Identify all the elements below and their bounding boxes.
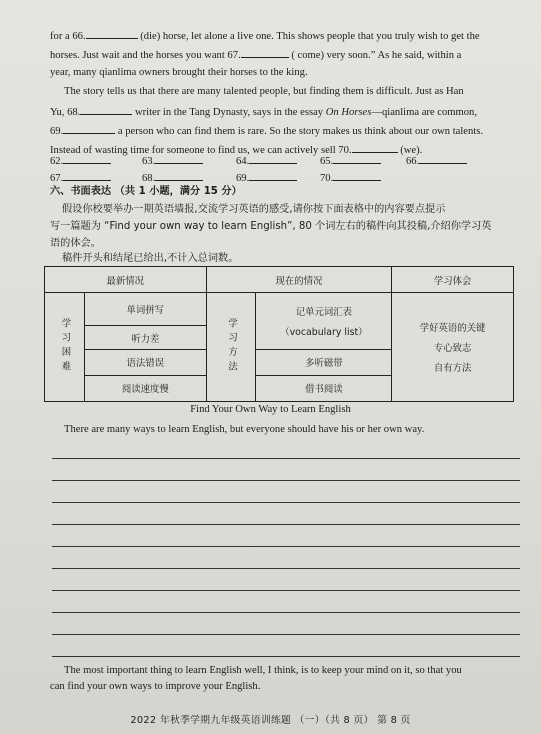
method-label-cell	[206, 293, 256, 402]
experience-item: 专心致志	[433, 343, 472, 355]
experience-item: 自有方法	[433, 363, 472, 375]
answer-number: 69.	[236, 173, 250, 184]
answer-number: 66.	[406, 156, 420, 167]
answer-number: 70.	[320, 173, 334, 184]
essay-opening: There are many ways to learn English, but everyone should have his or her own way.	[64, 424, 425, 435]
answer-blank[interactable]	[63, 153, 111, 164]
passage-text: Yu, 68.	[50, 107, 81, 118]
passage-line-4: The story tells us that there are many talented people, but finding them is difficult. Just as Han	[64, 86, 464, 97]
passage-text: ( come) very soon.” As he said, within a	[288, 50, 462, 61]
writing-line[interactable]	[52, 524, 520, 525]
essay-title-italic: On Horses	[325, 107, 372, 118]
method-item-sub: （vocabulary list）	[280, 326, 368, 338]
header-now: 现在的情况	[206, 267, 392, 293]
method-item-vocab	[256, 293, 392, 350]
answer-blank[interactable]	[249, 153, 297, 164]
writing-line[interactable]	[52, 568, 520, 569]
experience-item: 学好英语的关键	[419, 323, 486, 335]
answer-blank[interactable]	[249, 170, 297, 181]
prompt-line-1: 假设你校要举办一期英语墙报,交流学习英语的感受,请你按下面表格中的内容要点提示	[62, 204, 446, 215]
essay-title: Find Your Own Way to Learn English	[190, 404, 351, 415]
method-label: 学习方法	[226, 318, 238, 376]
page-footer: 2022 年秋季学期九年级英语训练题 （一）（共 8 页） 第 8 页	[130, 715, 411, 726]
answer-number: 65.	[320, 156, 334, 167]
answer-blank[interactable]	[419, 153, 467, 164]
prompt-note: 稿件开头和结尾已给出,不计入总词数。	[62, 253, 239, 264]
difficulty-item: 阅读速度慢	[84, 375, 206, 401]
answer-number: 68.	[142, 173, 156, 184]
passage-text: a person who can find them is rare. So the story makes us think about our own talents.	[115, 126, 484, 137]
difficulty-item: 语法错误	[84, 349, 206, 375]
passage-text: 69.	[50, 126, 64, 137]
answer-blank[interactable]	[333, 170, 381, 181]
writing-line[interactable]	[52, 458, 520, 459]
answer-number: 64.	[236, 156, 250, 167]
section-title: 六、书面表达 （共 1 小题，满分 15 分）	[50, 186, 242, 197]
passage-text: Instead of wasting time for someone to find us, we can actively sell 70.	[50, 145, 352, 156]
passage-text: (we).	[397, 145, 423, 156]
header-past: 最新情况	[45, 267, 207, 293]
prompt-line-3: 语的体会。	[50, 238, 101, 249]
writing-line[interactable]	[52, 634, 520, 635]
passage-text: (die) horse, let alone a live one. This shows people that you truly wish to get the	[137, 31, 480, 42]
difficulty-label-cell	[45, 293, 85, 402]
header-experience: 学习体会	[392, 267, 514, 293]
difficulty-label: 学习困难	[59, 318, 71, 376]
difficulty-item: 单词拼写	[84, 293, 206, 326]
writing-line[interactable]	[52, 546, 520, 547]
writing-line[interactable]	[52, 502, 520, 503]
blank-67[interactable]	[241, 47, 289, 58]
blank-66[interactable]	[86, 28, 138, 39]
blank-70[interactable]	[352, 142, 398, 153]
method-item: 借书阅读	[256, 375, 392, 401]
method-item: 多听磁带	[256, 349, 392, 375]
passage-line-5	[50, 104, 477, 120]
answer-number: 62.	[50, 156, 64, 167]
writing-line[interactable]	[52, 590, 520, 591]
passage-line-2	[50, 47, 461, 63]
writing-line[interactable]	[52, 656, 520, 657]
essay-closing-2: can find your own ways to improve your English.	[50, 681, 261, 692]
answer-blank[interactable]	[333, 153, 381, 164]
answer-number: 63.	[142, 156, 156, 167]
passage-text: horses. Just wait and the horses you want 67.	[50, 50, 241, 61]
passage-line-1	[50, 28, 480, 44]
outline-table	[44, 266, 514, 402]
passage-text: —qianlima are common,	[371, 107, 478, 118]
writing-line[interactable]	[52, 480, 520, 481]
answer-blank[interactable]	[155, 170, 203, 181]
writing-line[interactable]	[52, 612, 520, 613]
difficulty-item: 听力差	[84, 326, 206, 350]
experience-cell	[392, 293, 514, 402]
passage-line-6	[50, 123, 483, 139]
answer-blank[interactable]	[63, 170, 111, 181]
prompt-line-2: 写一篇题为 “Find your own way to learn English”, 80 个词左右的稿件向其投稿,介绍你学习英	[50, 221, 492, 232]
essay-closing-1: The most important thing to learn English well, I think, is to keep your mind on it, so that you	[64, 665, 462, 676]
answer-number: 67.	[50, 173, 64, 184]
blank-68[interactable]	[80, 104, 132, 115]
passage-text: writer in the Tang Dynasty, says in the essay	[132, 107, 326, 118]
passage-text: for a 66.	[50, 31, 86, 42]
answer-blank[interactable]	[155, 153, 203, 164]
blank-69[interactable]	[63, 123, 115, 134]
method-item: 记单元词汇表	[295, 306, 352, 318]
passage-line-3: year, many qianlima owners brought their horses to the king.	[50, 67, 308, 78]
